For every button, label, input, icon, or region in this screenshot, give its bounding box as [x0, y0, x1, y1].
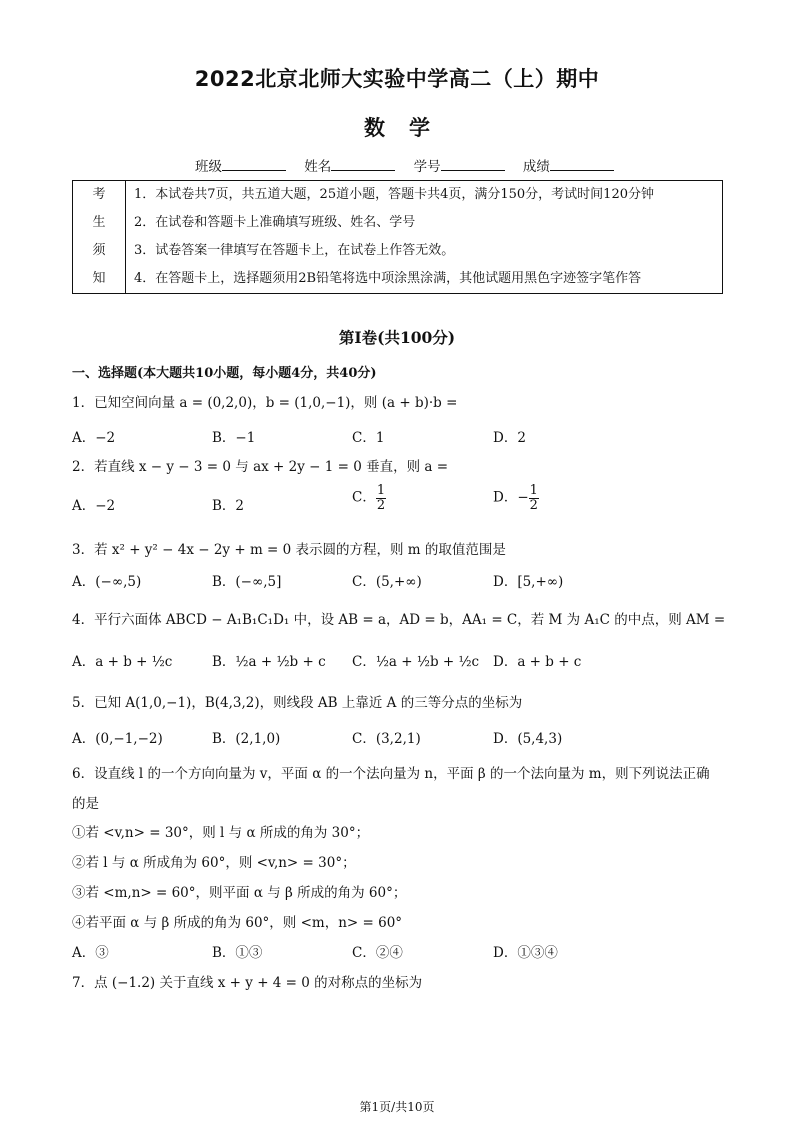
- q5-option-b: B．(2,1,0): [212, 731, 281, 747]
- name-label: 姓名: [304, 159, 332, 175]
- q6-statement-2: ②若 l 与 α 所成角为 60°，则 <v,n> = 30°；: [72, 855, 356, 871]
- question-5-stem: 5．已知 A(1,0,−1)，B(4,3,2)，则线段 AB 上靠近 A 的三等分点的坐标为: [72, 695, 523, 711]
- q6-statement-3: ③若 <m,n> = 60°，则平面 α 与 β 所成的角为 60°；: [72, 885, 407, 901]
- q6-option-d: D．①③④: [493, 945, 558, 961]
- q2-option-b: B．2: [212, 498, 245, 514]
- q6-option-a: A．③: [72, 945, 109, 961]
- notice-rule: 4．在答题卡上，选择题须用2B铅笔将选中项涂黑涂满，其他试题用黑色字迹签字笔作答: [134, 271, 642, 286]
- question-4-stem: 4．平行六面体 ABCD − A₁B₁C₁D₁ 中，设 AB = a，AD = b，AA₁ = C，若 M 为 A₁C 的中点，则 AM =: [72, 612, 726, 628]
- q3-option-d: D．[5,+∞): [493, 574, 564, 590]
- student-id-label: 学号: [413, 159, 441, 175]
- question-3-stem: 3．若 x² + y² − 4x − 2y + m = 0 表示圆的方程，则 m 的取值范围是: [72, 542, 506, 558]
- notice-rule: 1．本试卷共7页，共五道大题，25道小题，答题卡共4页，满分150分，考试时间120分钟: [134, 187, 654, 202]
- side-char: 生: [92, 215, 106, 230]
- name-blank: [331, 157, 395, 171]
- q1-option-b: B．−1: [212, 430, 256, 446]
- q2-option-d-label: D．−: [493, 489, 529, 506]
- group-title: 一、选择题(本大题共10小题，每小题4分，共40分): [72, 366, 377, 381]
- q2-option-a: A．−2: [72, 498, 116, 514]
- q4-option-b: B．½a + ½b + c: [212, 654, 326, 670]
- q3-option-b: B．(−∞,5]: [212, 574, 282, 590]
- question-6-stem-cont: 的是: [72, 796, 99, 812]
- fraction-denominator: 2: [529, 497, 538, 513]
- q5-option-c: C．(3,2,1): [352, 731, 421, 747]
- q4-option-d: D．a + b + c: [493, 654, 582, 670]
- q3-option-a: A．(−∞,5): [72, 574, 142, 590]
- class-blank: [222, 157, 286, 171]
- question-1-stem: 1．已知空间向量 a = (0,2,0)，b = (1,0,−1)，则 (a + b)·b =: [72, 395, 458, 411]
- q2-option-c: [352, 484, 386, 512]
- question-6-stem: 6．设直线 l 的一个方向向量为 v，平面 α 的一个法向量为 n，平面 β 的一个法向量为 m，则下列说法正确: [72, 766, 710, 782]
- score-label: 成绩: [522, 159, 550, 175]
- fraction-denominator: 2: [376, 497, 386, 513]
- q5-option-d: D．(5,4,3): [493, 731, 563, 747]
- q5-option-a: A．(0,−1,−2): [72, 731, 163, 747]
- section-title: 第I卷(共100分): [338, 328, 456, 347]
- page-footer: 第1页/共10页: [359, 1100, 435, 1114]
- q1-option-a: A．−2: [72, 430, 116, 446]
- exam-notice-table: [72, 180, 723, 294]
- fraction-numerator: 1: [529, 483, 538, 498]
- q6-option-c: C．②④: [352, 945, 403, 961]
- q1-option-d: D．2: [493, 430, 526, 446]
- notice-side-label: [73, 181, 126, 294]
- exam-title: 2022北京北师大实验中学高二（上）期中: [194, 67, 600, 91]
- q4-option-a: A．a + b + ½c: [72, 654, 173, 670]
- score-blank: [550, 157, 614, 171]
- q2-option-c-fraction: [376, 484, 386, 512]
- class-label: 班级: [195, 159, 222, 175]
- subject-title: 数学: [364, 116, 454, 140]
- notice-rule: 3．试卷答案一律填写在答题卡上，在试卷上作答无效。: [134, 243, 455, 258]
- student-id-blank: [441, 157, 505, 171]
- q3-option-c: C．(5,+∞): [352, 574, 422, 590]
- question-2-stem: 2．若直线 x − y − 3 = 0 与 ax + 2y − 1 = 0 垂直，则 a =: [72, 459, 449, 475]
- student-info-line: [195, 155, 628, 175]
- q2-option-d-fraction: [529, 484, 539, 512]
- side-char: 知: [92, 271, 106, 286]
- q2-option-d: [493, 484, 539, 512]
- notice-rules: [126, 181, 723, 294]
- question-7-stem: 7．点 (−1.2) 关于直线 x + y + 4 = 0 的对称点的坐标为: [72, 975, 423, 991]
- q1-option-c: C．1: [352, 430, 385, 446]
- notice-rule: 2．在试卷和答题卡上准确填写班级、姓名、学号: [134, 215, 416, 230]
- q6-option-b: B．①③: [212, 945, 263, 961]
- q6-statement-1: ①若 <v,n> = 30°，则 l 与 α 所成的角为 30°；: [72, 825, 370, 841]
- q6-statement-4: ④若平面 α 与 β 所成的角为 60°，则 <m，n> = 60°: [72, 915, 403, 931]
- q2-option-c-label: C．: [352, 489, 376, 506]
- side-char: 考: [92, 187, 106, 202]
- side-char: 须: [92, 243, 106, 258]
- fraction-numerator: 1: [376, 483, 386, 498]
- q4-option-c: C．½a + ½b + ½c: [352, 654, 480, 670]
